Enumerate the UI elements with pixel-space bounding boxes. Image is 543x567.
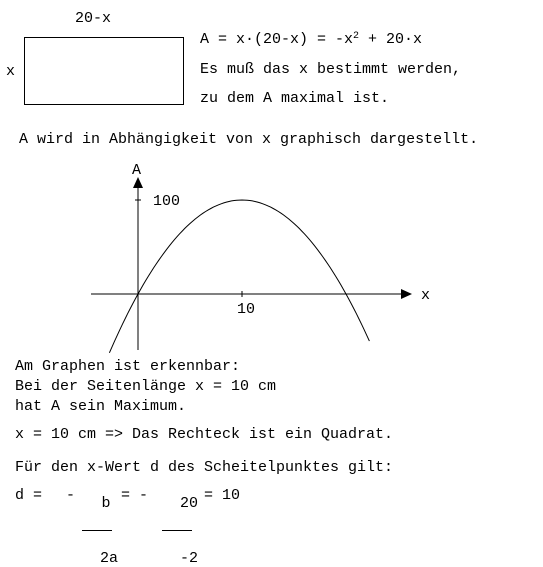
intro-line-3: zu dem A maximal ist. [200, 90, 390, 107]
fraction-20-over-minus2 [162, 478, 199, 567]
section-heading: A wird in Abhängigkeit von x graphisch dargestellt. [19, 131, 479, 148]
y-tick-label: 100 [153, 193, 181, 210]
x-tick-label: 10 [237, 301, 256, 318]
parabola-curve [109, 200, 369, 353]
rect-top-label: 20-x [75, 10, 112, 27]
fraction-numerator: 20 [180, 495, 199, 512]
y-axis-label: A [132, 162, 142, 179]
area-formula-suffix: + 20·x [359, 31, 423, 48]
vertex-minus: - [66, 487, 76, 504]
x-axis-label: x [421, 287, 431, 304]
area-formula-exponent: 2 [353, 31, 360, 42]
conclusion-line-5: Für den x-Wert d des Scheitelpunktes gilt: [15, 459, 394, 476]
conclusion-line-1: Am Graphen ist erkennbar: [15, 358, 241, 375]
rect-side-label: x [6, 63, 16, 80]
conclusion-line-3: hat A sein Maximum. [15, 398, 187, 415]
conclusion-line-4: x = 10 cm => Das Rechteck ist ein Quadrat. [15, 426, 394, 443]
fraction-denominator: -2 [180, 550, 199, 567]
area-formula-prefix: A = x·(20-x) = -x [200, 31, 354, 48]
x-axis-arrow [401, 289, 412, 299]
fraction-bar [82, 530, 112, 531]
conclusion-line-2: Bei der Seitenlänge x = 10 cm [15, 378, 277, 395]
fraction-denominator: 2a [100, 550, 119, 567]
fraction-b-over-2a [82, 478, 119, 567]
vertex-equals-minus: = - [121, 487, 149, 504]
fraction-bar [162, 530, 192, 531]
vertex-result: = 10 [204, 487, 241, 504]
intro-line-2: Es muß das x bestimmt werden, [200, 61, 462, 78]
vertex-d-equals: d = [15, 487, 43, 504]
fraction-numerator: b [101, 495, 111, 512]
